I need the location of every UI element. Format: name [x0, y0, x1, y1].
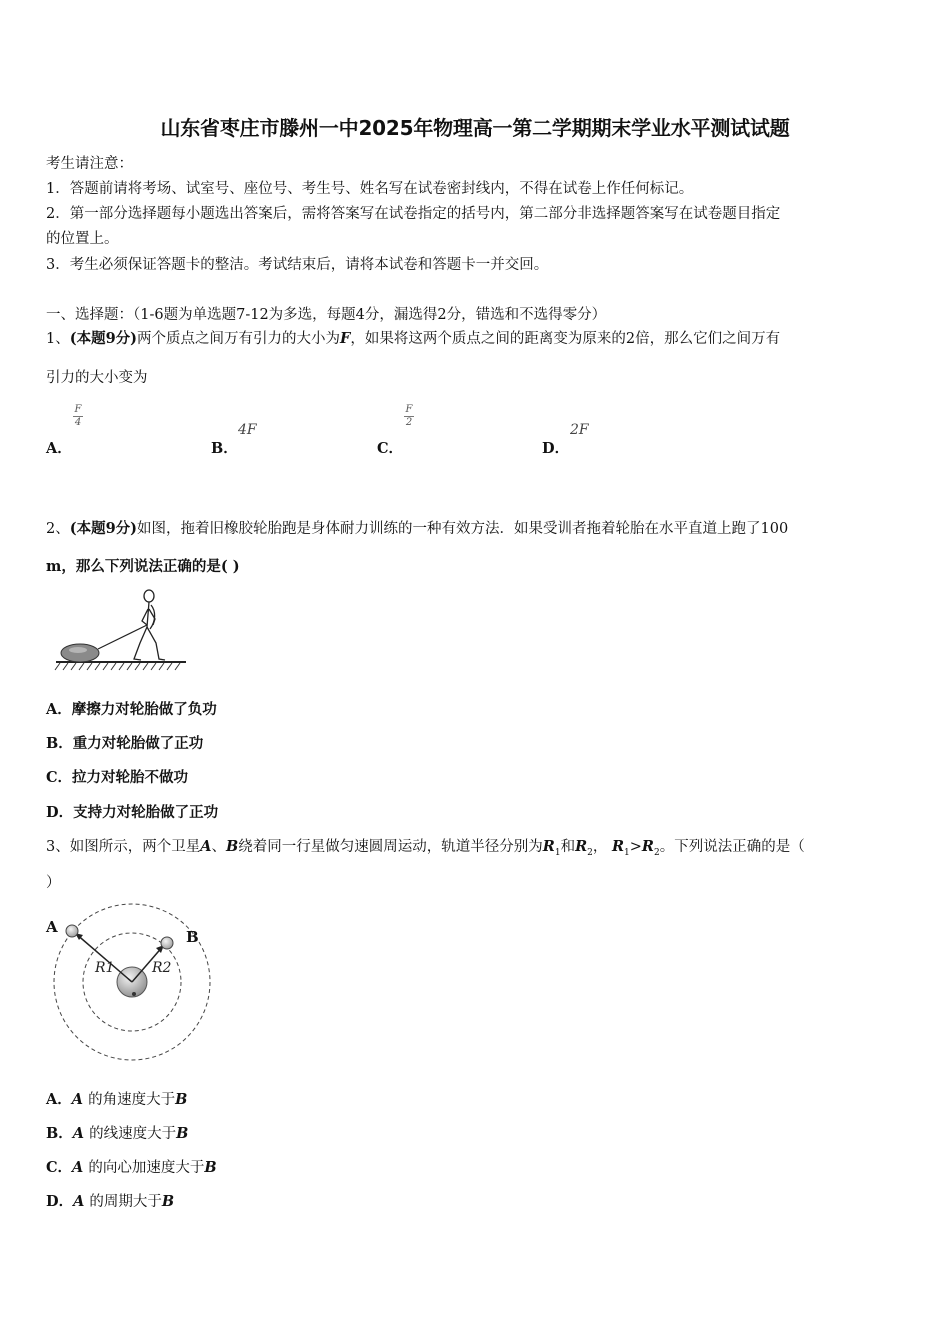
satellite-a — [66, 925, 78, 937]
q3-sub-1: 1 — [554, 847, 561, 858]
ground-hatch — [55, 663, 180, 670]
q3-option-c[interactable] — [46, 1156, 217, 1177]
q3-var-r2: R — [575, 838, 588, 855]
q3-number: 3、 — [46, 839, 70, 855]
tire-highlight — [69, 647, 87, 653]
q3-option-c-rest: 的向心加速度大于 — [88, 1160, 205, 1176]
q3-comma: ， — [592, 839, 608, 855]
q3-text-c: 。下列说法正确的是（ — [659, 839, 805, 855]
q3-var-a: A — [200, 838, 212, 855]
q1-option-d-label[interactable]: D． — [542, 440, 570, 457]
label-a: A — [46, 918, 58, 936]
q3-option-b-subject: A — [72, 1125, 85, 1142]
q3-gt: > — [629, 839, 642, 855]
q1-option-d-value: 2F — [570, 422, 589, 438]
q2-option-d[interactable]: D．支持力对轮胎做了正功 — [46, 804, 219, 821]
q3-option-d-obj: B — [161, 1193, 175, 1210]
label-b: B — [186, 928, 199, 946]
q1-option-a-label[interactable]: A． — [46, 440, 72, 457]
q1-text-c: 引力的大小变为 — [46, 370, 148, 386]
q3-option-d-label: D． — [46, 1193, 74, 1210]
question-1 — [46, 327, 780, 348]
label-r2: R2 — [152, 960, 172, 976]
q1-option-c-fraction — [404, 404, 414, 428]
q3-option-a[interactable] — [46, 1088, 187, 1109]
q3-sub-2: 2 — [587, 847, 593, 858]
q3-option-b-label: B． — [46, 1125, 73, 1142]
q3-and: 和 — [560, 839, 576, 855]
q3-option-a-rest: 的角速度大于 — [88, 1092, 176, 1108]
q2-number: 2、 — [46, 521, 70, 537]
q1-option-c-num: F — [405, 404, 413, 415]
satellite-b — [161, 937, 173, 949]
q3-var-b: B — [226, 838, 239, 855]
q3-option-b-obj: B — [176, 1125, 189, 1142]
q2-option-c[interactable]: C．拉力对轮胎不做功 — [46, 769, 189, 786]
question-2 — [46, 517, 788, 538]
q1-option-c-label[interactable]: C． — [377, 440, 404, 457]
q3-option-d-rest: 的周期大于 — [89, 1194, 162, 1210]
q2-text-a: 如图，拖着旧橡胶轮胎跑是身体耐力训练的一种有效方法．如果受训者拖着轮胎在水平直道上跑了100 — [137, 521, 789, 537]
q3-option-b[interactable] — [46, 1122, 188, 1143]
q2-option-b[interactable]: B．重力对轮胎做了正功 — [46, 735, 204, 752]
q1-option-b-label[interactable]: B． — [211, 440, 238, 457]
q3-var-r1: R — [542, 838, 555, 855]
runner — [134, 590, 165, 660]
q1-option-c-den: 2 — [405, 417, 413, 428]
q2-option-a[interactable]: A．摩擦力对轮胎做了负功 — [46, 701, 217, 718]
q1-text-b: ，如果将这两个质点之间的距离变为原来的2倍，那么它们之间万有 — [350, 331, 781, 347]
q3-text-a: 如图所示，两个卫星 — [69, 839, 201, 855]
q3-option-b-rest: 的线速度大于 — [89, 1126, 177, 1142]
q3-option-a-obj: B — [175, 1091, 188, 1108]
q3-cmp-sub-2: 2 — [653, 847, 660, 858]
q3-option-a-label: A． — [46, 1091, 72, 1108]
tire-dragging-figure — [52, 585, 192, 675]
q1-option-b-value: 4F — [238, 422, 257, 438]
q1-option-a-fraction — [73, 404, 83, 428]
q3-sep: 、 — [211, 839, 226, 855]
q3-cmp-r2: R — [641, 838, 654, 855]
notice-item-3: 3．考生必须保证答题卡的整洁。考试结束后，请将本试卷和答题卡一并交回。 — [46, 257, 549, 273]
q3-option-c-subject: A — [72, 1159, 84, 1176]
q1-tag: (本题9分) — [69, 330, 138, 347]
notice-item-2-cont: 的位置上。 — [46, 231, 119, 247]
q1-number: 1、 — [46, 331, 70, 347]
page-title: 山东省枣庄市滕州一中2025年物理高一第二学期期末学业水平测试试题 — [160, 116, 790, 140]
section-heading: 一、选择题：（1-6题为单选题7-12为多选，每题4分，漏选得2分，错选和不选得零分） — [46, 307, 607, 323]
q3-text-b: 绕着同一行星做匀速圆周运动，轨道半径分别为 — [238, 839, 543, 855]
q2-text-b: m，那么下列说法正确的是( ) — [46, 558, 240, 575]
satellite-orbits-figure — [42, 902, 222, 1072]
q3-option-c-label: C． — [46, 1159, 73, 1176]
q1-text-a: 两个质点之间万有引力的大小为 — [137, 331, 341, 347]
q3-cmp-sub-1: 1 — [624, 847, 630, 858]
notice-heading: 考生请注意： — [46, 156, 133, 172]
notice-item-2: 2．第一部分选择题每小题选出答案后，需将答案写在试卷指定的括号内，第二部分非选择题答案写在试卷题目指定 — [46, 206, 781, 222]
q3-text-d: ） — [46, 875, 61, 891]
q3-cmp-r1: R — [611, 838, 625, 855]
label-r1: R1 — [95, 960, 115, 976]
q3-option-c-obj: B — [204, 1159, 217, 1176]
q3-option-d-subject: A — [73, 1193, 85, 1210]
question-3 — [46, 835, 805, 858]
q3-option-d[interactable] — [46, 1190, 174, 1211]
tire — [61, 644, 99, 662]
q1-option-a-num: F — [74, 404, 82, 415]
notice-item-1: 1．答题前请将考场、试室号、座位号、考生号、姓名写在试卷密封线内，不得在试卷上作任何标记。 — [46, 181, 694, 197]
q1-option-a-den: 4 — [74, 417, 82, 428]
planet-marker — [132, 992, 136, 996]
q3-option-a-subject: A — [71, 1091, 84, 1108]
q1-var-f: F — [340, 330, 351, 347]
q2-tag: (本题9分) — [69, 520, 138, 537]
